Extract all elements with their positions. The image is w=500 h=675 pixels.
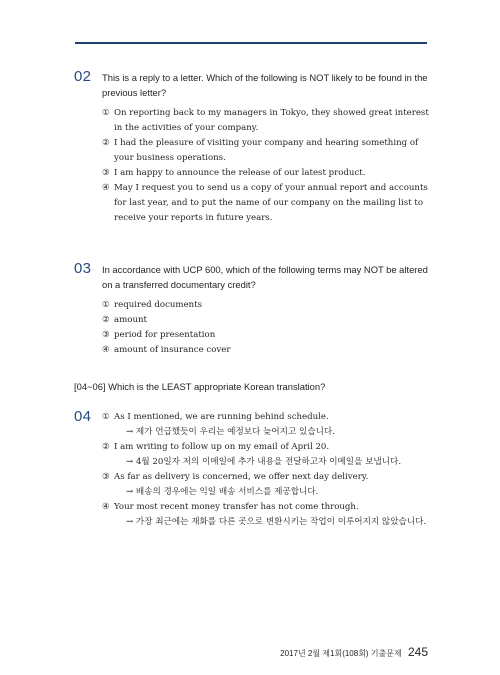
option-list [102,410,434,530]
option-text: I had the pleasure of visiting your company and hearing something of your business operations. [114,138,419,163]
option-list [102,298,434,358]
option-text: period for presentation [114,330,216,340]
option-mark: ③ [102,472,110,482]
option-3 [102,328,434,343]
option-mark: ④ [102,502,110,512]
option-3 [102,470,434,500]
question-number: 03 [74,260,92,277]
option-4 [102,500,434,530]
question-stem: This is a reply to a letter. Which of the following is NOT likely to be found in the previous letter? [102,72,428,98]
option-1 [102,410,434,440]
option-text: As far as delivery is concerned, we offer next day delivery. [114,472,369,482]
option-mark: ③ [102,168,110,178]
option-mark: ④ [102,345,110,355]
page-number: 245 [407,645,428,659]
option-text: On reporting back to my managers in Tokyo, they showed great interest in the activities of your company. [114,108,429,133]
footer-label: 2017년 2월 제1회(108회) 기출문제 [280,649,402,658]
option-text: I am writing to follow up on my email of April 20. [114,442,330,452]
question-04 [74,410,434,530]
option-text: I am happy to announce the release of our latest product. [114,168,366,178]
top-rule [75,42,427,44]
option-text: Your most recent money transfer has not come through. [114,502,359,512]
option-translation: → 가장 최근에는 재화를 다른 곳으로 변환시키는 작업이 이루어지지 않았습니다. [126,517,427,527]
option-1 [102,298,434,313]
option-text: As I mentioned, we are running behind schedule. [114,412,329,422]
option-mark: ② [102,138,110,148]
question-02 [74,70,434,226]
option-text: amount of insurance cover [114,345,231,355]
option-mark: ④ [102,183,110,193]
option-mark: ① [102,412,110,422]
question-stem: In accordance with UCP 600, which of the following terms may NOT be altered on a transferred documentary credit? [102,264,428,290]
option-1 [102,106,434,136]
option-list [102,106,434,226]
option-mark: ① [102,300,110,310]
option-translation: → 4월 20일자 저의 이메일에 추가 내용을 전달하고자 이메일을 보냅니다. [126,457,402,467]
option-mark: ① [102,108,110,118]
option-4 [102,181,434,226]
option-2 [102,440,434,470]
option-translation: → 제가 언급했듯이 우리는 예정보다 늦어지고 있습니다. [126,427,335,437]
question-number: 02 [74,68,92,85]
option-text: required documents [114,300,203,310]
option-translation: → 배송의 경우에는 익일 배송 서비스를 제공합니다. [126,487,319,497]
option-mark: ③ [102,330,110,340]
option-mark: ② [102,442,110,452]
question-03 [74,262,434,358]
option-2 [102,136,434,166]
option-4 [102,343,434,358]
page-footer [280,645,428,659]
section-heading: [04~06] Which is the LEAST appropriate Korean translation? [74,381,326,392]
option-mark: ② [102,315,110,325]
option-text: amount [114,315,147,325]
option-2 [102,313,434,328]
question-number: 04 [74,408,92,425]
option-text: May I request you to send us a copy of your annual report and accounts for last year, and to put the name of our company on the mailing list to receive your reports in future years. [114,183,428,223]
option-3 [102,166,434,181]
